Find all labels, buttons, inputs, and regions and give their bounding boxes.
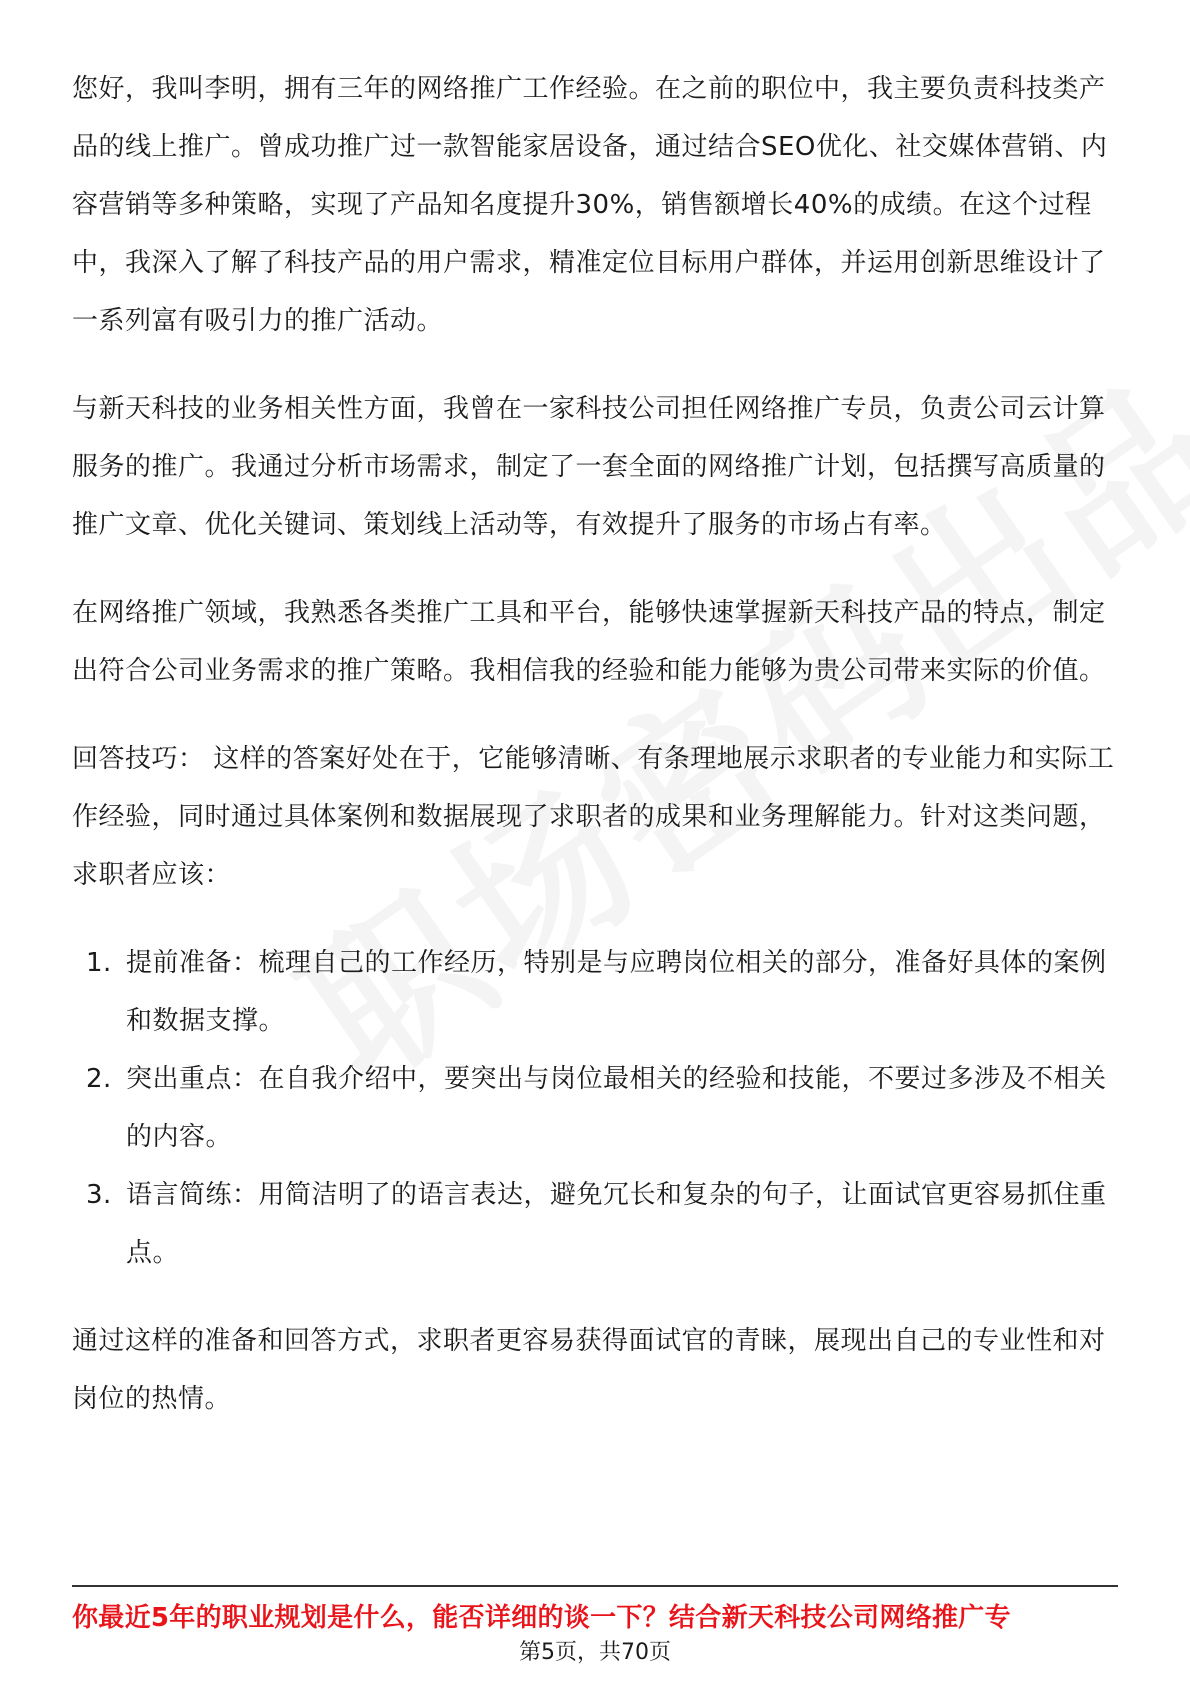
closing-paragraph: 通过这样的准备和回答方式，求职者更容易获得面试官的青睐，展现出自己的专业性和对岗位的热情。: [72, 1326, 1106, 1414]
next-question-heading: 你最近5年的职业规划是什么，能否详细的谈一下？结合新天科技公司网络推广专: [72, 1603, 1011, 1633]
page-number: 第5页，共70页: [519, 1640, 671, 1665]
list-item-number: 1.: [86, 948, 112, 978]
list-item: [72, 1050, 1118, 1166]
answer-paragraph-1: 您好，我叫李明，拥有三年的网络推广工作经验。在之前的职位中，我主要负责科技类产品的线上推广。曾成功推广过一款智能家居设备，通过结合SEO优化、社交媒体营销、内容营销等多种策略，实现了产品知名度提升30%，销售额增长40%的成绩。在这个过程中，我深入了解了科技产品的用户需求，精准定位目标用户群体，并运用创新思维设计了一系列富有吸引力的推广活动。: [72, 74, 1108, 336]
answer-paragraph-2: 与新天科技的业务相关性方面，我曾在一家科技公司担任网络推广专员，负责公司云计算服务的推广。我通过分析市场需求，制定了一套全面的网络推广计划，包括撰写高质量的推广文章、优化关键词、策划线上活动等，有效提升了服务的市场占有率。: [72, 394, 1106, 540]
answer-tips-intro: 回答技巧： 这样的答案好处在于，它能够清晰、有条理地展示求职者的专业能力和实际工作经验，同时通过具体案例和数据展现了求职者的成果和业务理解能力。针对这类问题，求职者应该：: [72, 744, 1115, 890]
list-item-number: 3.: [86, 1180, 112, 1210]
list-item-number: 2.: [86, 1064, 112, 1094]
list-item-text: 语言简练：用简洁明了的语言表达，避免冗长和复杂的句子，让面试官更容易抓住重点。: [126, 1180, 1107, 1268]
tips-list: [72, 934, 1118, 1282]
list-item: [72, 1166, 1118, 1282]
section-divider: [72, 1585, 1118, 1587]
list-item-text: 提前准备：梳理自己的工作经历，特别是与应聘岗位相关的部分，准备好具体的案例和数据支撑。: [126, 948, 1107, 1036]
answer-content: [72, 60, 1118, 1458]
answer-paragraph-3: 在网络推广领域，我熟悉各类推广工具和平台，能够快速掌握新天科技产品的特点，制定出符合公司业务需求的推广策略。我相信我的经验和能力能够为贵公司带来实际的价值。: [72, 598, 1106, 686]
list-item: [72, 934, 1118, 1050]
list-item-text: 突出重点：在自我介绍中，要突出与岗位最相关的经验和技能，不要过多涉及不相关的内容。: [126, 1064, 1107, 1152]
